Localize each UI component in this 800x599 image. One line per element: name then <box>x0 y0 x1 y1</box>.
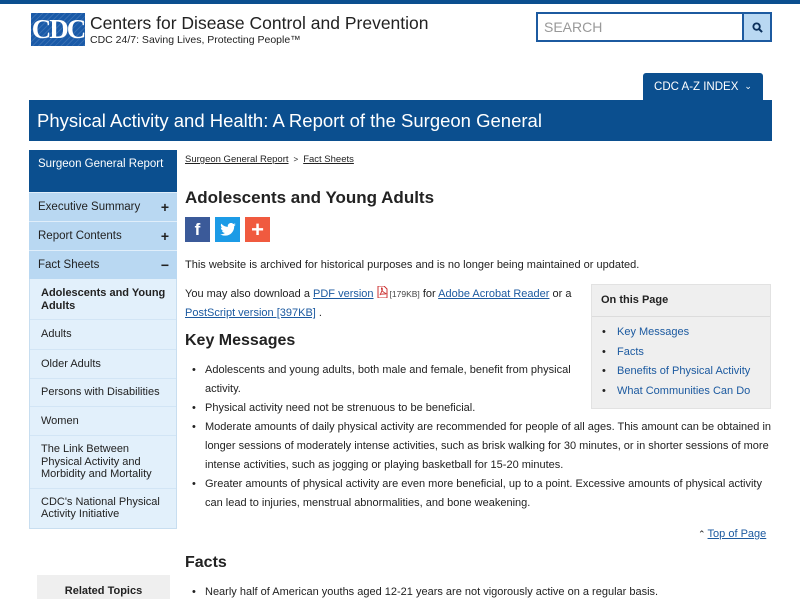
list-item <box>185 418 775 475</box>
pdf-icon <box>377 286 388 298</box>
page-title: Adolescents and Young Adults <box>185 188 435 207</box>
otp-link-facts[interactable]: Facts <box>617 345 644 358</box>
sidebar-subitem-older-adults[interactable]: Older Adults <box>30 349 176 379</box>
org-name: Centers for Disease Control and Prevention <box>90 13 429 33</box>
sidebar-subitem-national-initiative[interactable]: CDC's National Physical Activity Initiative <box>30 488 176 528</box>
list-item: • Greater amounts of physical activity are even more beneficial, up to a point. Excessive amounts of physical activity can lead to injuries, menstrual abnormalities, and bone weakening. <box>185 475 775 513</box>
az-index-label: CDC A-Z INDEX <box>654 80 739 93</box>
on-this-page-box <box>591 284 771 409</box>
search-form <box>536 12 772 42</box>
pdf-version-link[interactable]: PDF version <box>313 288 374 300</box>
sidebar-nav <box>29 150 177 529</box>
top-accent-bar <box>0 0 800 4</box>
az-index-button[interactable] <box>643 73 763 100</box>
share-plus-icon[interactable]: + <box>245 217 270 242</box>
top-of-page-link[interactable]: Top of Page <box>707 528 767 540</box>
sidebar-item-label: Executive Summary <box>38 201 141 213</box>
plus-icon[interactable]: + <box>160 199 169 215</box>
list-item <box>602 362 770 382</box>
breadcrumb-separator: > <box>293 155 299 164</box>
archive-notice: This website is archived for historical purposes and is no longer being maintained or updated. <box>185 259 640 271</box>
top-of-page <box>698 528 766 540</box>
sidebar-subitem-disabilities[interactable]: Persons with Disabilities <box>30 378 176 406</box>
plus-icon[interactable]: + <box>160 228 169 244</box>
key-messages-heading: Key Messages <box>185 332 296 349</box>
list-item <box>602 382 770 402</box>
key-messages-list-wide <box>185 418 775 513</box>
sidebar-item-fact-sheets[interactable] <box>29 250 177 279</box>
minus-icon[interactable]: − <box>160 257 169 273</box>
social-share <box>185 217 270 242</box>
otp-link-communities[interactable]: What Communities Can Do <box>617 384 751 397</box>
twitter-icon[interactable] <box>215 217 240 242</box>
sidebar-item-label: Fact Sheets <box>38 259 100 271</box>
sidebar-item-report-contents[interactable] <box>29 221 177 250</box>
cdc-logo-mark: CDC <box>31 14 85 44</box>
key-messages-list <box>185 361 580 418</box>
acrobat-reader-link[interactable]: Adobe Acrobat Reader <box>438 288 550 300</box>
banner-title: Physical Activity and Health: A Report of the Surgeon General <box>37 109 542 131</box>
postscript-version-link[interactable]: PostScript version [397KB] <box>185 307 316 319</box>
download-middle: for <box>419 288 439 300</box>
breadcrumb-surgeon-general-report[interactable]: Surgeon General Report <box>185 154 289 165</box>
facebook-icon[interactable]: f <box>185 217 210 242</box>
sidebar-head[interactable]: Surgeon General Report <box>29 150 177 192</box>
breadcrumb-fact-sheets[interactable]: Fact Sheets <box>303 154 354 165</box>
list-item-text: • Moderate amounts of daily physical activity are recommended for people of all ages. This amount can be obtained in longer sessions of moderately intense activities, such as brisk walking for 30 minutes, or in shorter sessions of more intense activities, such as jogging or playing basketball for 15-20 minutes. <box>205 421 772 471</box>
breadcrumb <box>185 154 354 165</box>
search-button[interactable] <box>742 12 772 42</box>
sidebar-item-label: Report Contents <box>38 230 122 242</box>
chevron-down-icon: ⌄ <box>744 81 752 91</box>
on-this-page-title: On this Page <box>592 285 770 317</box>
cdc-logo[interactable] <box>31 13 429 47</box>
sidebar-subitem-adults[interactable]: Adults <box>30 319 176 349</box>
download-prefix: You may also download a <box>185 288 314 300</box>
list-item: • Adolescents and young adults, both male and female, benefit from physical activity. <box>185 361 580 399</box>
list-item: • Nearly half of American youths aged 12-21 years are not vigorously active on a regular basis. <box>185 583 775 599</box>
otp-link-key-messages[interactable]: Key Messages <box>617 326 690 338</box>
download-or: or a <box>549 288 572 300</box>
download-end: . <box>315 307 322 319</box>
sidebar-subitem-adolescents[interactable]: Adolescents and Young Adults <box>41 287 166 312</box>
facts-list <box>185 583 775 599</box>
pdf-size: [179KB] <box>389 289 420 299</box>
list-item: • Physical activity need not be strenuous to be beneficial. <box>185 399 580 418</box>
download-paragraph <box>185 285 580 323</box>
sidebar-item-executive-summary[interactable] <box>29 192 177 221</box>
on-this-page-list <box>592 317 770 401</box>
related-topics-header: Related Topics <box>37 575 170 599</box>
facts-heading: Facts <box>185 554 227 571</box>
site-banner <box>29 100 772 141</box>
search-icon <box>752 22 763 33</box>
sidebar-subitem-link-morbidity[interactable]: The Link Between Physical Activity and Morbidity and Mortality <box>30 435 176 488</box>
list-item <box>602 323 770 343</box>
otp-link-benefits[interactable]: Benefits of Physical Activity <box>617 365 751 377</box>
tagline: CDC 24/7: Saving Lives, Protecting People™ <box>90 34 301 46</box>
search-input[interactable] <box>536 12 742 42</box>
list-item <box>602 343 770 363</box>
chevron-up-icon: ⌃ <box>698 529 706 539</box>
fact-sheets-submenu <box>29 279 177 529</box>
sidebar-subitem-women[interactable]: Women <box>30 406 176 436</box>
